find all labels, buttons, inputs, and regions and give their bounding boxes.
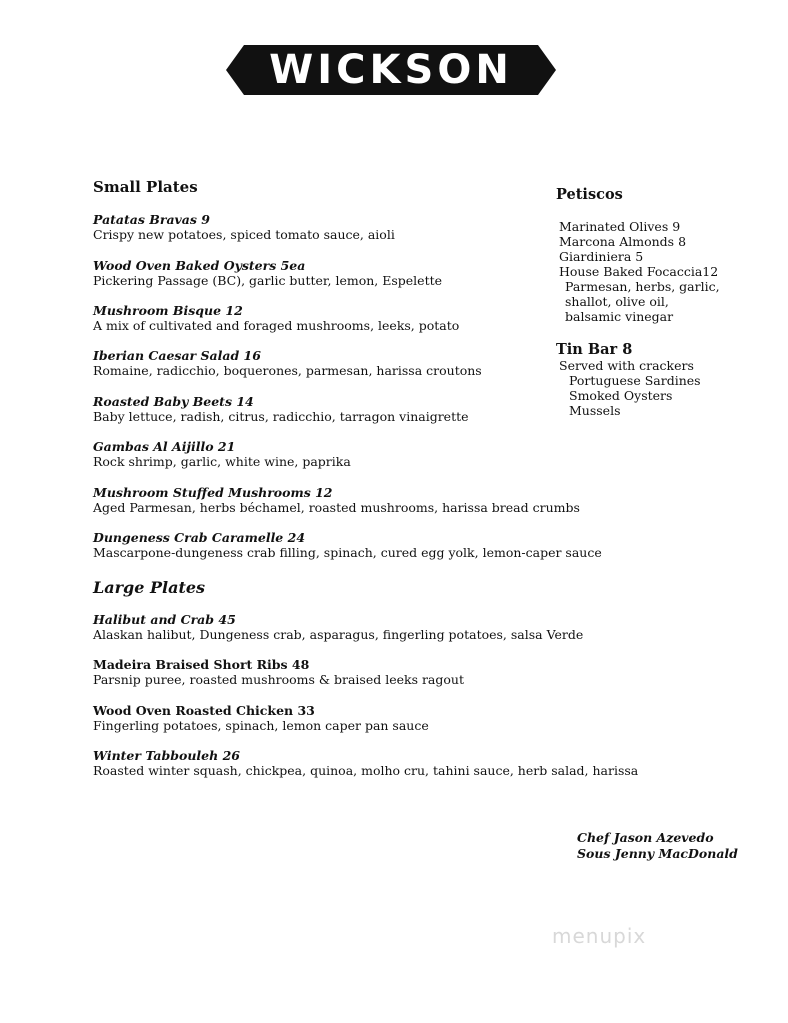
item-name: Dungeness Crab Caramelle 24 (93, 530, 306, 545)
small-plates-title: Small Plates (93, 178, 198, 196)
item-description: Baby lettuce, radish, citrus, radicchio, tarragon vinaigrette (93, 409, 469, 424)
item-description: Pickering Passage (BC), garlic butter, lemon, Espelette (93, 273, 443, 288)
tin-bar-list (559, 358, 701, 418)
item-description: Rock shrimp, garlic, white wine, paprika (93, 454, 351, 469)
item-name: Winter Tabbouleh 26 (93, 748, 240, 763)
menu-item (93, 485, 580, 516)
menu-item (93, 394, 469, 425)
chef-name: Chef Jason Azevedo (577, 830, 714, 845)
item-name: Wood Oven Baked Oysters 5ea (93, 258, 306, 273)
item-description: Mascarpone-dungeness crab filling, spinach, cured egg yolk, lemon-caper sauce (93, 545, 602, 560)
list-item: balsamic vinegar (565, 309, 674, 324)
item-description: Romaine, radicchio, boquerones, parmesan, harissa croutons (93, 363, 482, 378)
logo-text: WICKSON (269, 47, 513, 93)
menupix-watermark: menupix (552, 924, 647, 948)
menu-item (93, 303, 459, 334)
item-description: A mix of cultivated and foraged mushrooms, leeks, potato (93, 318, 460, 333)
item-description: Parsnip puree, roasted mushrooms & braised leeks ragout (93, 672, 464, 687)
item-name: Roasted Baby Beets 14 (93, 394, 254, 409)
list-item: Smoked Oysters (569, 388, 673, 403)
list-item: Marinated Olives 9 (559, 219, 681, 234)
wickson-logo (226, 45, 556, 95)
chef-credits (577, 830, 738, 862)
item-description: Fingerling potatoes, spinach, lemon caper pan sauce (93, 718, 429, 733)
menu-item (93, 703, 429, 734)
petiscos-title: Petiscos (556, 186, 623, 203)
item-name: Patatas Bravas 9 (93, 212, 210, 227)
item-name: Mushroom Stuffed Mushrooms 12 (93, 485, 333, 500)
large-plates-title: Large Plates (93, 578, 206, 597)
menu-item (93, 258, 442, 289)
list-item: House Baked Focaccia12 (559, 264, 719, 279)
menu-item (93, 657, 464, 688)
tin-bar-title: Tin Bar 8 (556, 341, 633, 358)
item-name: Gambas Al Aijillo 21 (93, 439, 236, 454)
list-item: Mussels (569, 403, 621, 418)
list-item: Marcona Almonds 8 (559, 234, 687, 249)
menu-item (93, 439, 351, 470)
item-description: Crispy new potatoes, spiced tomato sauce, aioli (93, 227, 395, 242)
list-item: Giardiniera 5 (559, 249, 644, 264)
list-item: shallot, olive oil, (565, 294, 669, 309)
menu-item (93, 612, 583, 643)
item-description: Alaskan halibut, Dungeness crab, asparagus, fingerling potatoes, salsa Verde (93, 627, 584, 642)
item-name: Halibut and Crab 45 (93, 612, 236, 627)
list-item: Served with crackers (559, 358, 694, 373)
item-description: Roasted winter squash, chickpea, quinoa, molho cru, tahini sauce, herb salad, harissa (93, 763, 639, 778)
menu-item (93, 748, 638, 779)
item-name: Mushroom Bisque 12 (93, 303, 243, 318)
item-name: Iberian Caesar Salad 16 (93, 348, 261, 363)
item-name: Wood Oven Roasted Chicken 33 (93, 703, 315, 718)
list-item: Parmesan, herbs, garlic, (565, 279, 720, 294)
menu-item (93, 348, 482, 379)
item-description: Aged Parmesan, herbs béchamel, roasted mushrooms, harissa bread crumbs (93, 500, 580, 515)
list-item: Portuguese Sardines (569, 373, 701, 388)
petiscos-list (559, 219, 720, 324)
sous-chef-name: Sous Jenny MacDonald (577, 846, 738, 861)
item-name: Madeira Braised Short Ribs 48 (93, 657, 310, 672)
menu-item (93, 530, 602, 561)
menu-item (93, 212, 395, 243)
